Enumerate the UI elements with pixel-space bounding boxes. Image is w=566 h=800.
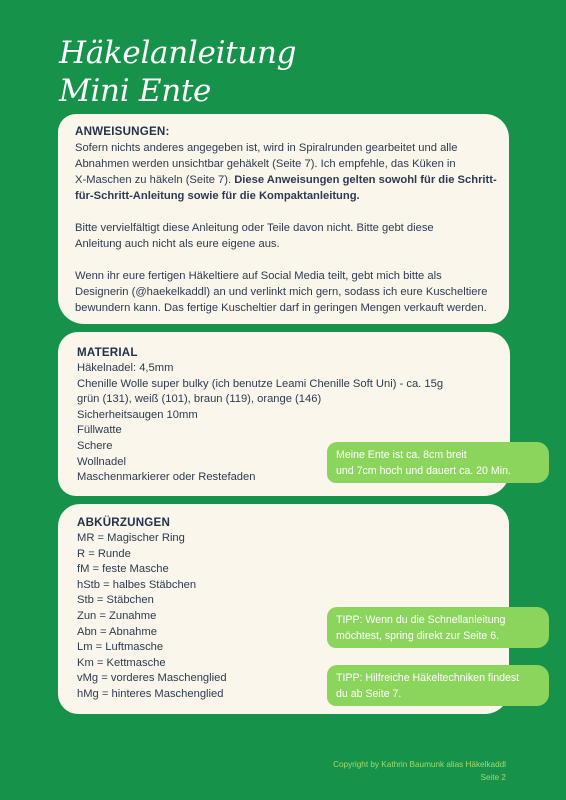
list-item: hMg = hinteres Maschenglied xyxy=(77,687,224,700)
page-title xyxy=(59,34,296,110)
text-line xyxy=(75,172,503,188)
title-line-1: Häkelanleitung xyxy=(59,35,297,71)
list-item: grün (131), weiß (101), braun (119), orange (146) xyxy=(77,393,322,406)
techniques-tip xyxy=(327,665,549,706)
copyright-text: Copyright by Kathrin Baumunk alias Häkelkaddl xyxy=(333,760,506,769)
list-item: fM = feste Masche xyxy=(77,563,169,576)
quick-guide-tip xyxy=(327,607,549,648)
instructions-paragraph-3 xyxy=(75,268,503,316)
list-item: hStb = halbes Stäbchen xyxy=(77,578,197,591)
page-number: Seite 2 xyxy=(480,773,506,782)
list-item: Zun = Zunahme xyxy=(77,609,157,622)
text-line: bewundern kann. Das fertige Kuscheltier darf in geringen Mengen verkauft werden. xyxy=(75,302,487,314)
text-line: Anleitung auch nicht als eure eigene aus. xyxy=(75,238,280,250)
title-line-2: Mini Ente xyxy=(59,73,212,109)
list-item: MR = Magischer Ring xyxy=(77,532,185,544)
list-item: Maschenmarkierer oder Restefaden xyxy=(77,471,256,484)
list-item: Stb = Stäbchen xyxy=(77,594,154,607)
text-line: Bitte vervielfältigt diese Anleitung oder Teile davon nicht. Bitte gebt diese xyxy=(75,222,434,234)
list-item: Km = Kettmasche xyxy=(77,656,166,669)
instructions-paragraph-2 xyxy=(75,220,503,252)
list-item: Wollnadel xyxy=(77,455,126,468)
note-line: möchtest, spring direkt zur Seite 6. xyxy=(336,630,500,642)
list-item: Sicherheitsaugen 10mm xyxy=(77,408,198,421)
text-line: Sofern nichts anderes angegeben ist, wird in Spiralrunden gearbeitet und alle xyxy=(75,142,458,154)
instructions-heading: ANWEISUNGEN: xyxy=(75,125,170,138)
instructions-card xyxy=(58,114,509,324)
list-item: Häkelnadel: 4,5mm xyxy=(77,362,174,374)
text-normal: X-Maschen zu häkeln (Seite 7). xyxy=(75,174,235,186)
text-line: Wenn ihr eure fertigen Häkeltiere auf Social Media teilt, gebt mich bitte als xyxy=(75,270,442,282)
list-item: Chenille Wolle super bulky (ich benutze Leami Chenille Soft Uni) - ca. 15g xyxy=(77,377,444,390)
note-line: und 7cm hoch und dauert ca. 20 Min. xyxy=(336,465,511,477)
size-note xyxy=(327,442,549,483)
list-item: Abn = Abnahme xyxy=(77,625,157,638)
list-item: vMg = vorderes Maschenglied xyxy=(77,672,227,685)
footer xyxy=(333,758,506,784)
list-item: Schere xyxy=(77,439,113,452)
text-line-bold: für-Schritt-Anleitung sowie für die Kompaktanleitung. xyxy=(75,190,360,202)
note-line: du ab Seite 7. xyxy=(336,688,402,700)
list-item: R = Runde xyxy=(77,547,131,560)
instructions-paragraph-1 xyxy=(75,140,503,204)
text-line: Designerin (@haekelkaddl) an und verlinkt mich gern, sodass ich eure Kuscheltiere xyxy=(75,286,488,298)
text-line: Abnahmen werden unsichtbar gehäkelt (Seite 7). Ich empfehle, das Küken in xyxy=(75,158,456,170)
material-heading: MATERIAL xyxy=(77,346,138,359)
note-line: TIPP: Wenn du die Schnellanleitung xyxy=(336,614,506,626)
list-item: Füllwatte xyxy=(77,424,122,437)
note-line: Meine Ente ist ca. 8cm breit xyxy=(336,449,467,461)
text-bold: Diese Anweisungen gelten sowohl für die Schritt- xyxy=(234,174,497,186)
abbreviations-heading: ABKÜRZUNGEN xyxy=(77,516,171,529)
note-line: TIPP: Hilfreiche Häkeltechniken findest xyxy=(336,672,520,684)
list-item: Lm = Luftmasche xyxy=(77,641,164,654)
